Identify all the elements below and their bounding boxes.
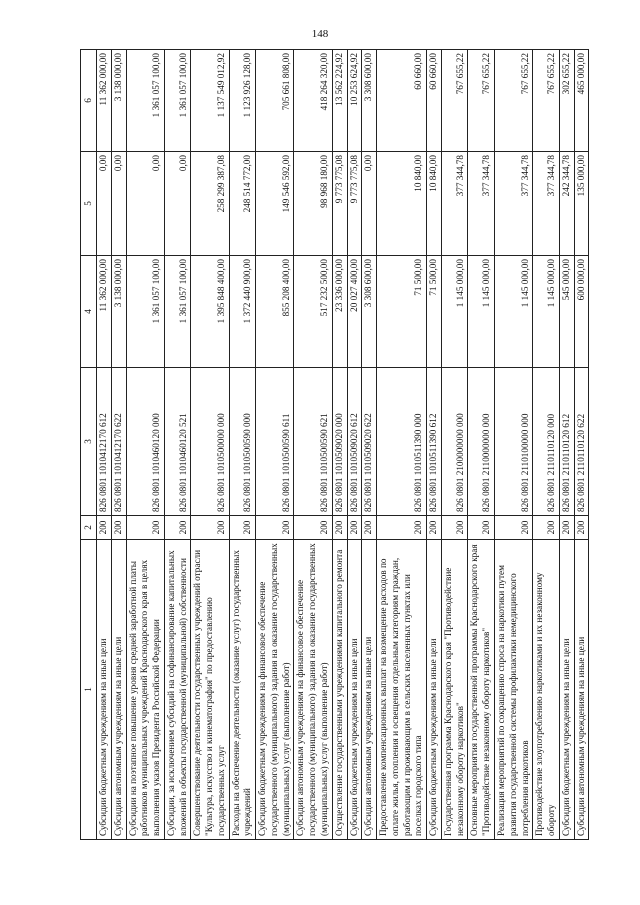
row-executed-cell: 258 299 387,08 <box>191 152 229 256</box>
row-name-cell: Основные мероприятия государственной программы Краснодарского края "Противодействие незаконному обороту наркотиков" <box>468 540 495 840</box>
row-approved-cell: 1 145 000,00 <box>468 256 495 368</box>
row-remaining-cell: 465 000,00 <box>574 50 589 152</box>
row-approved-cell: 23 336 000,00 <box>332 256 347 368</box>
row-budget-code-cell: 826 0801 2110110120 622 <box>574 368 589 516</box>
row-approved-cell: 1 361 057 100,00 <box>126 256 164 368</box>
row-remaining-cell: 60 660,00 <box>377 50 427 152</box>
table-row <box>97 50 112 840</box>
row-approved-cell: 11 362 000,00 <box>97 256 112 368</box>
row-line-code-cell: 200 <box>164 516 191 540</box>
row-approved-cell: 855 208 400,00 <box>256 256 294 368</box>
row-name-cell: Государственная программа Краснодарского края "Противодействие незаконному обороту наркотиков" <box>441 540 468 840</box>
row-approved-cell: 20 027 400,00 <box>347 256 362 368</box>
row-approved-cell: 517 232 500,00 <box>294 256 332 368</box>
row-line-code-cell: 200 <box>533 516 560 540</box>
table-row <box>494 50 532 840</box>
row-remaining-cell: 767 655,22 <box>468 50 495 152</box>
row-budget-code-cell: 826 0801 1010509020 000 <box>332 368 347 516</box>
row-name-cell: Субсидии, за исключением субсидий на софинансирование капитальных вложений в объекты государственной (муниципальной) собственности <box>164 540 191 840</box>
row-line-code-cell: 200 <box>294 516 332 540</box>
row-executed-cell: 0,00 <box>126 152 164 256</box>
row-remaining-cell: 13 562 224,92 <box>332 50 347 152</box>
table-row <box>377 50 427 840</box>
table-row <box>111 50 126 840</box>
row-budget-code-cell: 826 0801 2110000000 000 <box>468 368 495 516</box>
row-budget-code-cell: 826 0801 1010412170 622 <box>111 368 126 516</box>
row-approved-cell: 1 361 057 100,00 <box>164 256 191 368</box>
row-budget-code-cell: 826 0801 1010500590 611 <box>256 368 294 516</box>
row-approved-cell: 71 500,00 <box>377 256 427 368</box>
row-budget-code-cell: 826 0801 1010500000 000 <box>191 368 229 516</box>
row-budget-code-cell: 826 0801 1010509020 622 <box>362 368 377 516</box>
row-remaining-cell: 3 138 000,00 <box>111 50 126 152</box>
page-number: 148 <box>311 28 329 40</box>
table-row <box>362 50 377 840</box>
row-budget-code-cell: 826 0801 2110110120 000 <box>533 368 560 516</box>
row-line-code-cell: 200 <box>468 516 495 540</box>
table-row <box>256 50 294 840</box>
row-budget-code-cell: 826 0801 1010412170 612 <box>97 368 112 516</box>
row-name-cell: Субсидии на поэтапное повышение уровня средней заработной платы работников муниципальных учреждений Краснодарского края в целях выполнения указов Президента Российской Федерации <box>126 540 164 840</box>
row-remaining-cell: 767 655,22 <box>533 50 560 152</box>
row-approved-cell: 1 145 000,00 <box>494 256 532 368</box>
row-executed-cell: 10 840,00 <box>427 152 442 256</box>
row-remaining-cell: 1 123 926 128,00 <box>229 50 256 152</box>
row-budget-code-cell: 826 0801 1010509020 612 <box>347 368 362 516</box>
row-executed-cell: 0,00 <box>97 152 112 256</box>
row-approved-cell: 71 500,00 <box>427 256 442 368</box>
row-approved-cell: 3 308 600,00 <box>362 256 377 368</box>
row-executed-cell: 9 773 775,08 <box>332 152 347 256</box>
row-line-code-cell: 200 <box>441 516 468 540</box>
row-executed-cell: 98 968 180,00 <box>294 152 332 256</box>
row-remaining-cell: 767 655,22 <box>441 50 468 152</box>
row-remaining-cell: 1 361 057 100,00 <box>126 50 164 152</box>
row-budget-code-cell: 826 0801 2100000000 000 <box>441 368 468 516</box>
row-line-code-cell: 200 <box>559 516 574 540</box>
table-row <box>229 50 256 840</box>
row-line-code-cell: 200 <box>494 516 532 540</box>
row-budget-code-cell: 826 0801 1010511390 000 <box>377 368 427 516</box>
row-remaining-cell: 302 655,22 <box>559 50 574 152</box>
row-executed-cell: 377 344,78 <box>494 152 532 256</box>
row-line-code-cell: 200 <box>377 516 427 540</box>
row-line-code-cell: 200 <box>574 516 589 540</box>
row-executed-cell: 0,00 <box>362 152 377 256</box>
header-cell: 3 <box>81 368 97 516</box>
row-line-code-cell: 200 <box>332 516 347 540</box>
table-row <box>427 50 442 840</box>
table-row <box>191 50 229 840</box>
row-executed-cell: 377 344,78 <box>468 152 495 256</box>
table-row <box>533 50 560 840</box>
row-budget-code-cell: 826 0801 1010460120 521 <box>164 368 191 516</box>
row-name-cell: Субсидии бюджетным учреждениям на иные цели <box>559 540 574 840</box>
row-executed-cell: 9 773 775,08 <box>347 152 362 256</box>
row-approved-cell: 1 145 000,00 <box>441 256 468 368</box>
row-approved-cell: 545 000,00 <box>559 256 574 368</box>
row-remaining-cell: 10 253 624,92 <box>347 50 362 152</box>
table-row <box>294 50 332 840</box>
row-name-cell: Субсидии автономным учреждениям на иные цели <box>362 540 377 840</box>
row-line-code-cell: 200 <box>347 516 362 540</box>
row-remaining-cell: 3 308 600,00 <box>362 50 377 152</box>
row-name-cell: Субсидии автономным учреждениям на иные цели <box>111 540 126 840</box>
row-name-cell: Субсидии автономным учреждениям на финансовое обеспечение государственного (муниципального) задания на оказание государственных (муниципальных) услуг (выполнение работ) <box>294 540 332 840</box>
header-cell: 2 <box>81 516 97 540</box>
row-name-cell: Субсидии автономным учреждениям на иные цели <box>574 540 589 840</box>
budget-table <box>80 49 589 840</box>
row-remaining-cell: 705 661 808,00 <box>256 50 294 152</box>
table-row <box>347 50 362 840</box>
row-name-cell: Субсидии бюджетным учреждениям на иные цели <box>347 540 362 840</box>
header-cell: 6 <box>81 50 97 152</box>
row-line-code-cell: 200 <box>126 516 164 540</box>
row-line-code-cell: 200 <box>191 516 229 540</box>
row-line-code-cell: 200 <box>256 516 294 540</box>
row-name-cell: Расходы на обеспечение деятельности (оказание услуг) государственных учреждений <box>229 540 256 840</box>
row-executed-cell: 10 840,00 <box>377 152 427 256</box>
header-cell: 1 <box>81 540 97 840</box>
row-name-cell: Осуществление государственными учреждениями капитального ремонта <box>332 540 347 840</box>
row-remaining-cell: 767 655,22 <box>494 50 532 152</box>
table-row <box>468 50 495 840</box>
row-budget-code-cell: 826 0801 2110100000 000 <box>494 368 532 516</box>
row-name-cell: Субсидии бюджетным учреждениям на иные цели <box>427 540 442 840</box>
row-executed-cell: 0,00 <box>164 152 191 256</box>
row-line-code-cell: 200 <box>229 516 256 540</box>
row-executed-cell: 149 546 592,00 <box>256 152 294 256</box>
row-executed-cell: 248 514 772,00 <box>229 152 256 256</box>
row-name-cell: Предоставление компенсационных выплат на возмещение расходов по оплате жилья, отопления и освещения отдельным категориям граждан, работающим и проживающим в сельских населенных пунктах или поселках городского типа <box>377 540 427 840</box>
row-executed-cell: 377 344,78 <box>533 152 560 256</box>
row-executed-cell: 377 344,78 <box>441 152 468 256</box>
table-header-row <box>81 50 97 840</box>
row-name-cell: Противодействие злоупотреблению наркотиками и их незаконному обороту <box>533 540 560 840</box>
table-row <box>574 50 589 840</box>
row-remaining-cell: 1 137 549 012,92 <box>191 50 229 152</box>
row-line-code-cell: 200 <box>362 516 377 540</box>
table-row <box>164 50 191 840</box>
row-remaining-cell: 418 264 320,00 <box>294 50 332 152</box>
row-remaining-cell: 11 362 000,00 <box>97 50 112 152</box>
row-name-cell: Совершенствование деятельности государственных учреждений отрасли "Культура, искусство и кинематография" по предоставлению государственных услуг <box>191 540 229 840</box>
row-line-code-cell: 200 <box>111 516 126 540</box>
row-remaining-cell: 60 660,00 <box>427 50 442 152</box>
rotated-table-wrapper <box>80 50 586 840</box>
row-name-cell: Реализация мероприятий по сокращению спроса на наркотики путем развития государственной системы профилактики немедицинского потребления наркотиков <box>494 540 532 840</box>
row-budget-code-cell: 826 0801 1010460120 000 <box>126 368 164 516</box>
header-cell: 5 <box>81 152 97 256</box>
row-executed-cell: 135 000,00 <box>574 152 589 256</box>
row-approved-cell: 1 372 440 900,00 <box>229 256 256 368</box>
row-budget-code-cell: 826 0801 1010500590 621 <box>294 368 332 516</box>
row-approved-cell: 3 138 000,00 <box>111 256 126 368</box>
table-row <box>441 50 468 840</box>
row-approved-cell: 600 000,00 <box>574 256 589 368</box>
row-name-cell: Субсидии бюджетным учреждениям на иные цели <box>97 540 112 840</box>
row-executed-cell: 242 344,78 <box>559 152 574 256</box>
row-approved-cell: 1 395 848 400,00 <box>191 256 229 368</box>
table-row <box>559 50 574 840</box>
row-approved-cell: 1 145 000,00 <box>533 256 560 368</box>
row-remaining-cell: 1 361 057 100,00 <box>164 50 191 152</box>
table-row <box>332 50 347 840</box>
row-line-code-cell: 200 <box>97 516 112 540</box>
row-budget-code-cell: 826 0801 1010500590 000 <box>229 368 256 516</box>
row-line-code-cell: 200 <box>427 516 442 540</box>
table-row <box>126 50 164 840</box>
row-budget-code-cell: 826 0801 1010511390 612 <box>427 368 442 516</box>
table-body <box>97 50 589 840</box>
row-name-cell: Субсидии бюджетным учреждениям на финансовое обеспечение государственного (муниципального) задания на оказание государственных (муниципальных) услуг (выполнение работ) <box>256 540 294 840</box>
row-executed-cell: 0,00 <box>111 152 126 256</box>
row-budget-code-cell: 826 0801 2110110120 612 <box>559 368 574 516</box>
header-cell: 4 <box>81 256 97 368</box>
